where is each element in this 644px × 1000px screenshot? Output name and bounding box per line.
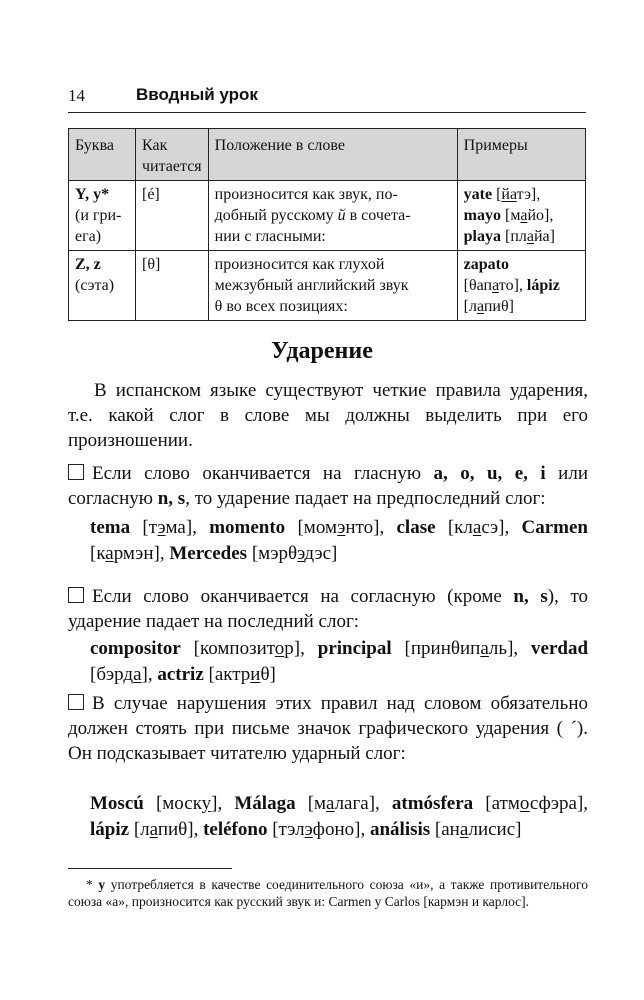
letters-table: [68, 128, 586, 321]
cell-examples: yate [йатэ], mayo [майо], playa [плайа]: [457, 181, 585, 251]
col-examples: Примеры: [457, 129, 585, 181]
transcription-part: сфэра],: [529, 793, 589, 814]
col-reading: Как читается: [136, 129, 209, 181]
page-title: Вводный урок: [136, 85, 258, 104]
example-word: análisis: [369, 819, 431, 840]
examples-2: [90, 636, 588, 688]
example-word: Mercedes: [169, 543, 248, 564]
transcription-part: [м: [307, 793, 326, 814]
transcription-part: р],: [284, 638, 318, 659]
rule-3: В случае нарушения этих правил над словом обязательно должен стоять при письме значок графического ударения ( ´). Он подсказывает читателю ударный слог:: [68, 693, 588, 764]
cell-position: произносится как глухой межзубный английский звук θ во всех позициях:: [208, 251, 457, 321]
transcription-part: сэ],: [481, 517, 522, 538]
stressed-vowel: э: [297, 543, 305, 564]
transcription-part: [принθип: [404, 638, 481, 659]
stressed-vowel: э: [304, 819, 313, 840]
stressed-vowel: у: [201, 793, 212, 814]
rule-2: Если слово оканчивается на согласную (кроме n, s), то ударение падает на последний слог:: [68, 586, 588, 632]
example-word: lápiz: [90, 819, 130, 840]
stressed-vowel: э: [157, 517, 166, 538]
transcription-part: [л: [133, 819, 150, 840]
stressed-vowel: а: [325, 793, 335, 814]
transcription-part: нто],: [345, 517, 397, 538]
transcription-part: ль],: [488, 638, 532, 659]
stressed-vowel: и: [250, 664, 261, 685]
cell-sound: [θ]: [136, 251, 209, 321]
cell-letter: Y, y* (и гри- ега): [69, 181, 136, 251]
stressed-vowel: о: [519, 793, 530, 814]
transcription-part: фоно],: [312, 819, 370, 840]
example-word: Carmen: [521, 517, 588, 538]
transcription-part: [тэл: [272, 819, 305, 840]
checkbox-icon: [68, 464, 84, 480]
page-header: [68, 84, 586, 113]
transcription-part: дэс]: [304, 543, 338, 564]
transcription-part: θ]: [260, 664, 276, 685]
table-row: [69, 181, 586, 251]
col-position: Положение в слове: [208, 129, 457, 181]
stressed-vowel: а: [105, 543, 114, 564]
footnote: * y употребляется в качестве соединительного союза «и», а также противительного союза «а», произносится как русский звук и: Carmen y Carlos [кармэн и карлос].: [68, 877, 589, 909]
transcription-part: ],: [141, 664, 158, 685]
transcription-part: [актр: [208, 664, 251, 685]
transcription-part: [ан: [434, 819, 460, 840]
transcription-part: [к: [90, 543, 106, 564]
examples-1: [90, 515, 588, 567]
table-header-row: [69, 129, 586, 181]
transcription-part: [композит: [193, 638, 275, 659]
stressed-vowel: о: [274, 638, 285, 659]
stressed-vowel: а: [149, 819, 158, 840]
example-word: teléfono: [203, 819, 268, 840]
example-word: tema: [90, 517, 131, 538]
stressed-vowel: э: [337, 517, 346, 538]
example-word: actriz: [157, 664, 204, 685]
rule-1: Если слово оканчивается на гласную a, o, u, e, i или согласную n, s, то ударение падает на предпоследний слог:: [68, 463, 588, 509]
stressed-vowel: а: [472, 517, 482, 538]
stressed-vowel: а: [459, 819, 469, 840]
example-word: Málaga: [234, 793, 296, 814]
transcription-part: [кл: [447, 517, 473, 538]
checkbox-icon: [68, 587, 84, 603]
example-word: Moscú: [90, 793, 144, 814]
example-word: momento: [209, 517, 286, 538]
transcription-part: [т: [142, 517, 158, 538]
example-word: verdad: [531, 638, 589, 659]
examples-3: [90, 791, 588, 843]
transcription-part: ],: [211, 793, 235, 814]
table-row: [69, 251, 586, 321]
stressed-vowel: а: [480, 638, 489, 659]
cell-position: произносится как звук, по- добный русскому й в сочета- нии с гласными:: [208, 181, 457, 251]
transcription-part: лисис]: [468, 819, 522, 840]
transcription-part: лага],: [334, 793, 392, 814]
example-word: principal: [317, 638, 392, 659]
transcription-part: [бэрд: [90, 664, 134, 685]
example-word: clase: [396, 517, 436, 538]
example-word: compositor: [90, 638, 181, 659]
col-letter: Буква: [69, 129, 136, 181]
example-word: atmósfera: [391, 793, 474, 814]
transcription-part: пиθ],: [157, 819, 204, 840]
transcription-part: рмэн],: [113, 543, 170, 564]
checkbox-icon: [68, 694, 84, 710]
transcription-part: ма],: [165, 517, 210, 538]
footnote-divider: [68, 868, 232, 869]
transcription-part: [моск: [155, 793, 202, 814]
cell-sound: [é]: [136, 181, 209, 251]
cell-examples: zapato [θапато], lápiz [лапиθ]: [457, 251, 585, 321]
section-heading: Ударение: [271, 338, 373, 364]
stressed-vowel: а: [133, 664, 142, 685]
cell-letter: Z, z (сэта): [69, 251, 136, 321]
transcription-part: [атм: [485, 793, 520, 814]
intro-paragraph: В испанском языке существуют четкие правила ударения, т.е. какой слог в слове мы должны выделить при его произношении.: [68, 380, 588, 451]
page-number: 14: [68, 86, 85, 105]
transcription-part: [мом: [297, 517, 338, 538]
transcription-part: [мэрθ: [251, 543, 298, 564]
